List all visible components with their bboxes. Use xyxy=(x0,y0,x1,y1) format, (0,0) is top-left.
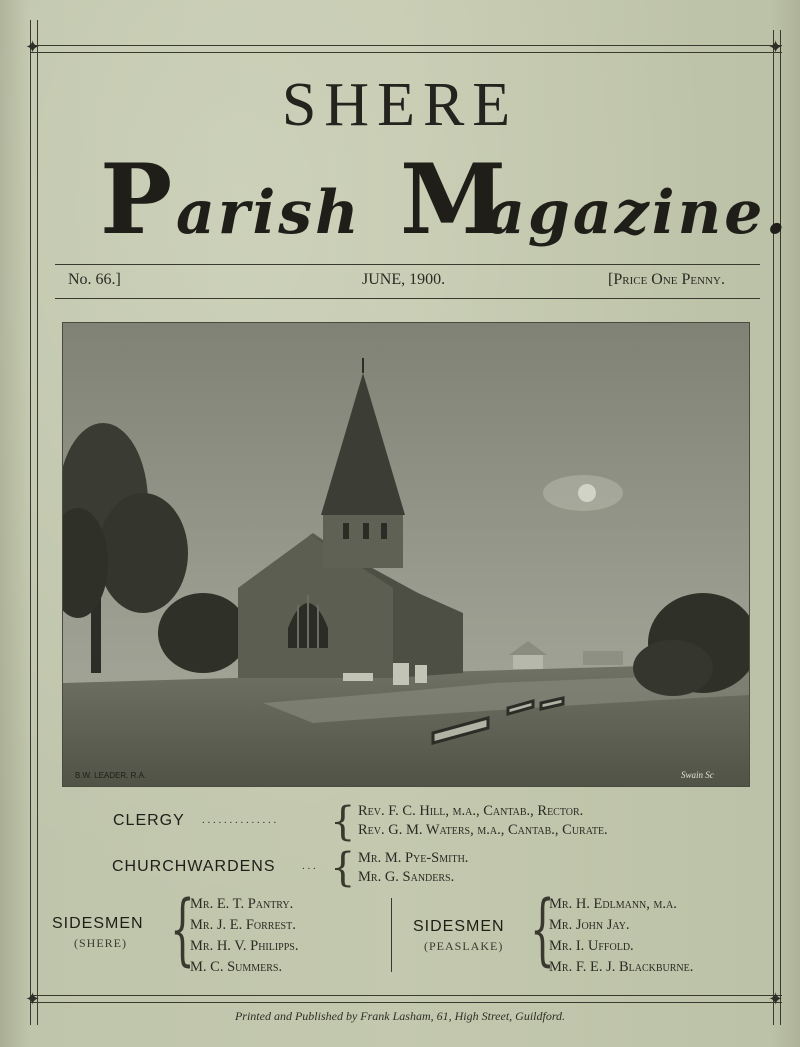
word-arish: arish xyxy=(176,178,362,248)
yew-bush xyxy=(158,593,248,673)
sidesmen-shere-place: (SHERE) xyxy=(74,936,127,950)
masthead-shere: SHERE xyxy=(281,71,519,139)
clergy-line-1: Rev. F. C. Hill, m.a., Cantab., Rector. xyxy=(358,803,584,819)
initial-m: M xyxy=(400,143,507,256)
churchwardens-line-1: Mr. M. Pye-Smith. xyxy=(358,850,469,866)
churchwardens-line-2: Mr. G. Sanders. xyxy=(358,869,455,885)
clergy-line-2: Rev. G. M. Waters, m.a., Cantab., Curate. xyxy=(358,822,608,838)
corner-ornament-tr: ✦ xyxy=(768,37,784,57)
sidesmen-shere-brace: { xyxy=(170,885,195,975)
sidesmen-shere-line-4: M. C. Summers. xyxy=(190,959,283,975)
moon xyxy=(578,484,596,502)
issue-rule-top xyxy=(55,264,760,265)
issue-rule-bottom xyxy=(55,298,760,299)
clergy-label: CLERGY xyxy=(113,812,185,829)
masthead-parish-magazine xyxy=(100,143,790,256)
church-engraving-svg xyxy=(63,323,749,786)
left-rule-outer xyxy=(30,20,31,1025)
sidesmen-shere-label: SIDESMEN xyxy=(52,915,144,932)
corner-ornament-br: ✦ xyxy=(768,989,784,1009)
sidesmen-peaslake-line-1: Mr. H. Edlmann, m.a. xyxy=(549,896,677,912)
top-rule-outer xyxy=(30,45,782,46)
printer-imprint: Printed and Published by Frank Lasham, 61, High Street, Guildford. xyxy=(234,1009,566,1023)
engraver-signature: Swain Sc xyxy=(681,770,714,780)
sidesmen-shere-line-1: Mr. E. T. Pantry. xyxy=(190,896,294,912)
churchwardens-label: CHURCHWARDENS xyxy=(112,858,276,875)
sidesmen-peaslake-line-3: Mr. I. Uffold. xyxy=(549,938,634,954)
left-rule-inner xyxy=(37,20,38,1025)
issue-info-row xyxy=(60,271,750,295)
sidesmen-shere-line-3: Mr. H. V. Philipps. xyxy=(190,938,299,954)
issue-number: No. 66.] xyxy=(68,271,121,288)
sidesmen-peaslake-line-2: Mr. John Jay. xyxy=(549,917,630,933)
clergy-brace: { xyxy=(330,799,356,845)
churchwardens-brace: { xyxy=(330,845,356,891)
corner-ornament-tl: ✦ xyxy=(25,37,41,57)
sidesmen-peaslake-place: (PEASLAKE) xyxy=(424,939,504,953)
churchwardens-dots: . . . xyxy=(302,860,316,872)
issue-date: JUNE, 1900. xyxy=(362,271,446,288)
sidesmen-divider xyxy=(391,898,392,972)
issue-price: [Price One Penny. xyxy=(608,271,725,288)
clergy-dots: . . . . . . . . . . . . . . xyxy=(202,814,277,826)
initial-p: P xyxy=(100,143,173,256)
church-illustration xyxy=(62,322,750,787)
top-rule-inner xyxy=(30,52,782,53)
corner-ornament-bl: ✦ xyxy=(25,989,41,1009)
sidesmen-peaslake-label: SIDESMEN xyxy=(413,918,505,935)
sidesmen-peaslake-brace: { xyxy=(530,885,555,975)
bottom-rule-outer xyxy=(30,995,782,996)
sidesmen-shere-line-2: Mr. J. E. Forrest. xyxy=(190,917,296,933)
sidesmen-peaslake-line-4: Mr. F. E. J. Blackburne. xyxy=(549,959,694,975)
word-agazine: agazine. xyxy=(486,178,790,248)
artist-credit: B.W. LEADER. R.A. xyxy=(75,771,147,780)
bottom-rule-inner xyxy=(30,1002,782,1003)
